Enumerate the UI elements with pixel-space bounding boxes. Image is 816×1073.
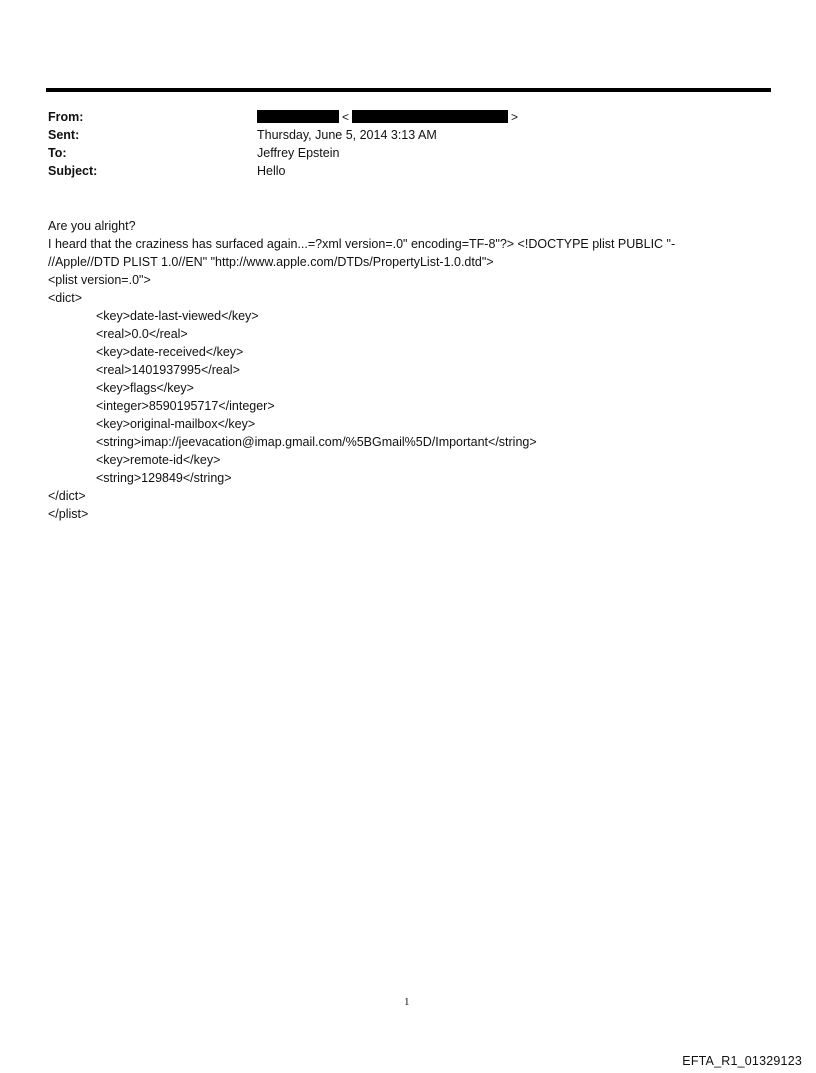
document-id: EFTA_R1_01329123 (682, 1054, 802, 1068)
body-line-key: <key>date-last-viewed</key> (96, 309, 259, 323)
body-line-greeting: Are you alright? (48, 219, 136, 233)
from-close-bracket: > (511, 110, 519, 124)
body-line-plist-open: <plist version=.0"> (48, 273, 151, 287)
header-divider (46, 88, 771, 92)
to-label: To: (48, 146, 67, 160)
body-line-value: <string>129849</string> (96, 471, 232, 485)
body-line-value: <integer>8590195717</integer> (96, 399, 275, 413)
body-line-key: <key>date-received</key> (96, 345, 244, 359)
body-line-value: <real>0.0</real> (96, 327, 188, 341)
body-line-doctype: //Apple//DTD PLIST 1.0//EN" "http://www.apple.com/DTDs/PropertyList-1.0.dtd"> (48, 255, 494, 269)
redacted-sender-email (352, 110, 508, 123)
body-line-key: <key>remote-id</key> (96, 453, 221, 467)
body-line-value: <real>1401937995</real> (96, 363, 240, 377)
subject-label: Subject: (48, 164, 98, 178)
body-line-dict-open: <dict> (48, 291, 83, 305)
body-line-key: <key>flags</key> (96, 381, 194, 395)
from-value (257, 108, 521, 126)
body-line-value: <string>imap://jeevacation@imap.gmail.com/%5BGmail%5D/Important</string> (96, 435, 537, 449)
body-line-plist-close: </plist> (48, 507, 89, 521)
body-line-key: <key>original-mailbox</key> (96, 417, 256, 431)
body-line-message: I heard that the craziness has surfaced again...=?xml version=.0" encoding=TF-8"?> <!DOCTYPE plist PUBLIC "- (48, 237, 676, 251)
email-body (48, 217, 768, 523)
from-label: From: (48, 110, 84, 124)
sent-value: Thursday, June 5, 2014 3:13 AM (257, 128, 437, 142)
subject-value: Hello (257, 164, 286, 178)
body-line-dict-close: </dict> (48, 489, 86, 503)
page-number: 1 (404, 996, 410, 1008)
from-open-bracket: < (342, 110, 350, 124)
to-value: Jeffrey Epstein (257, 146, 340, 160)
redacted-sender-name (257, 110, 339, 123)
sent-label: Sent: (48, 128, 80, 142)
